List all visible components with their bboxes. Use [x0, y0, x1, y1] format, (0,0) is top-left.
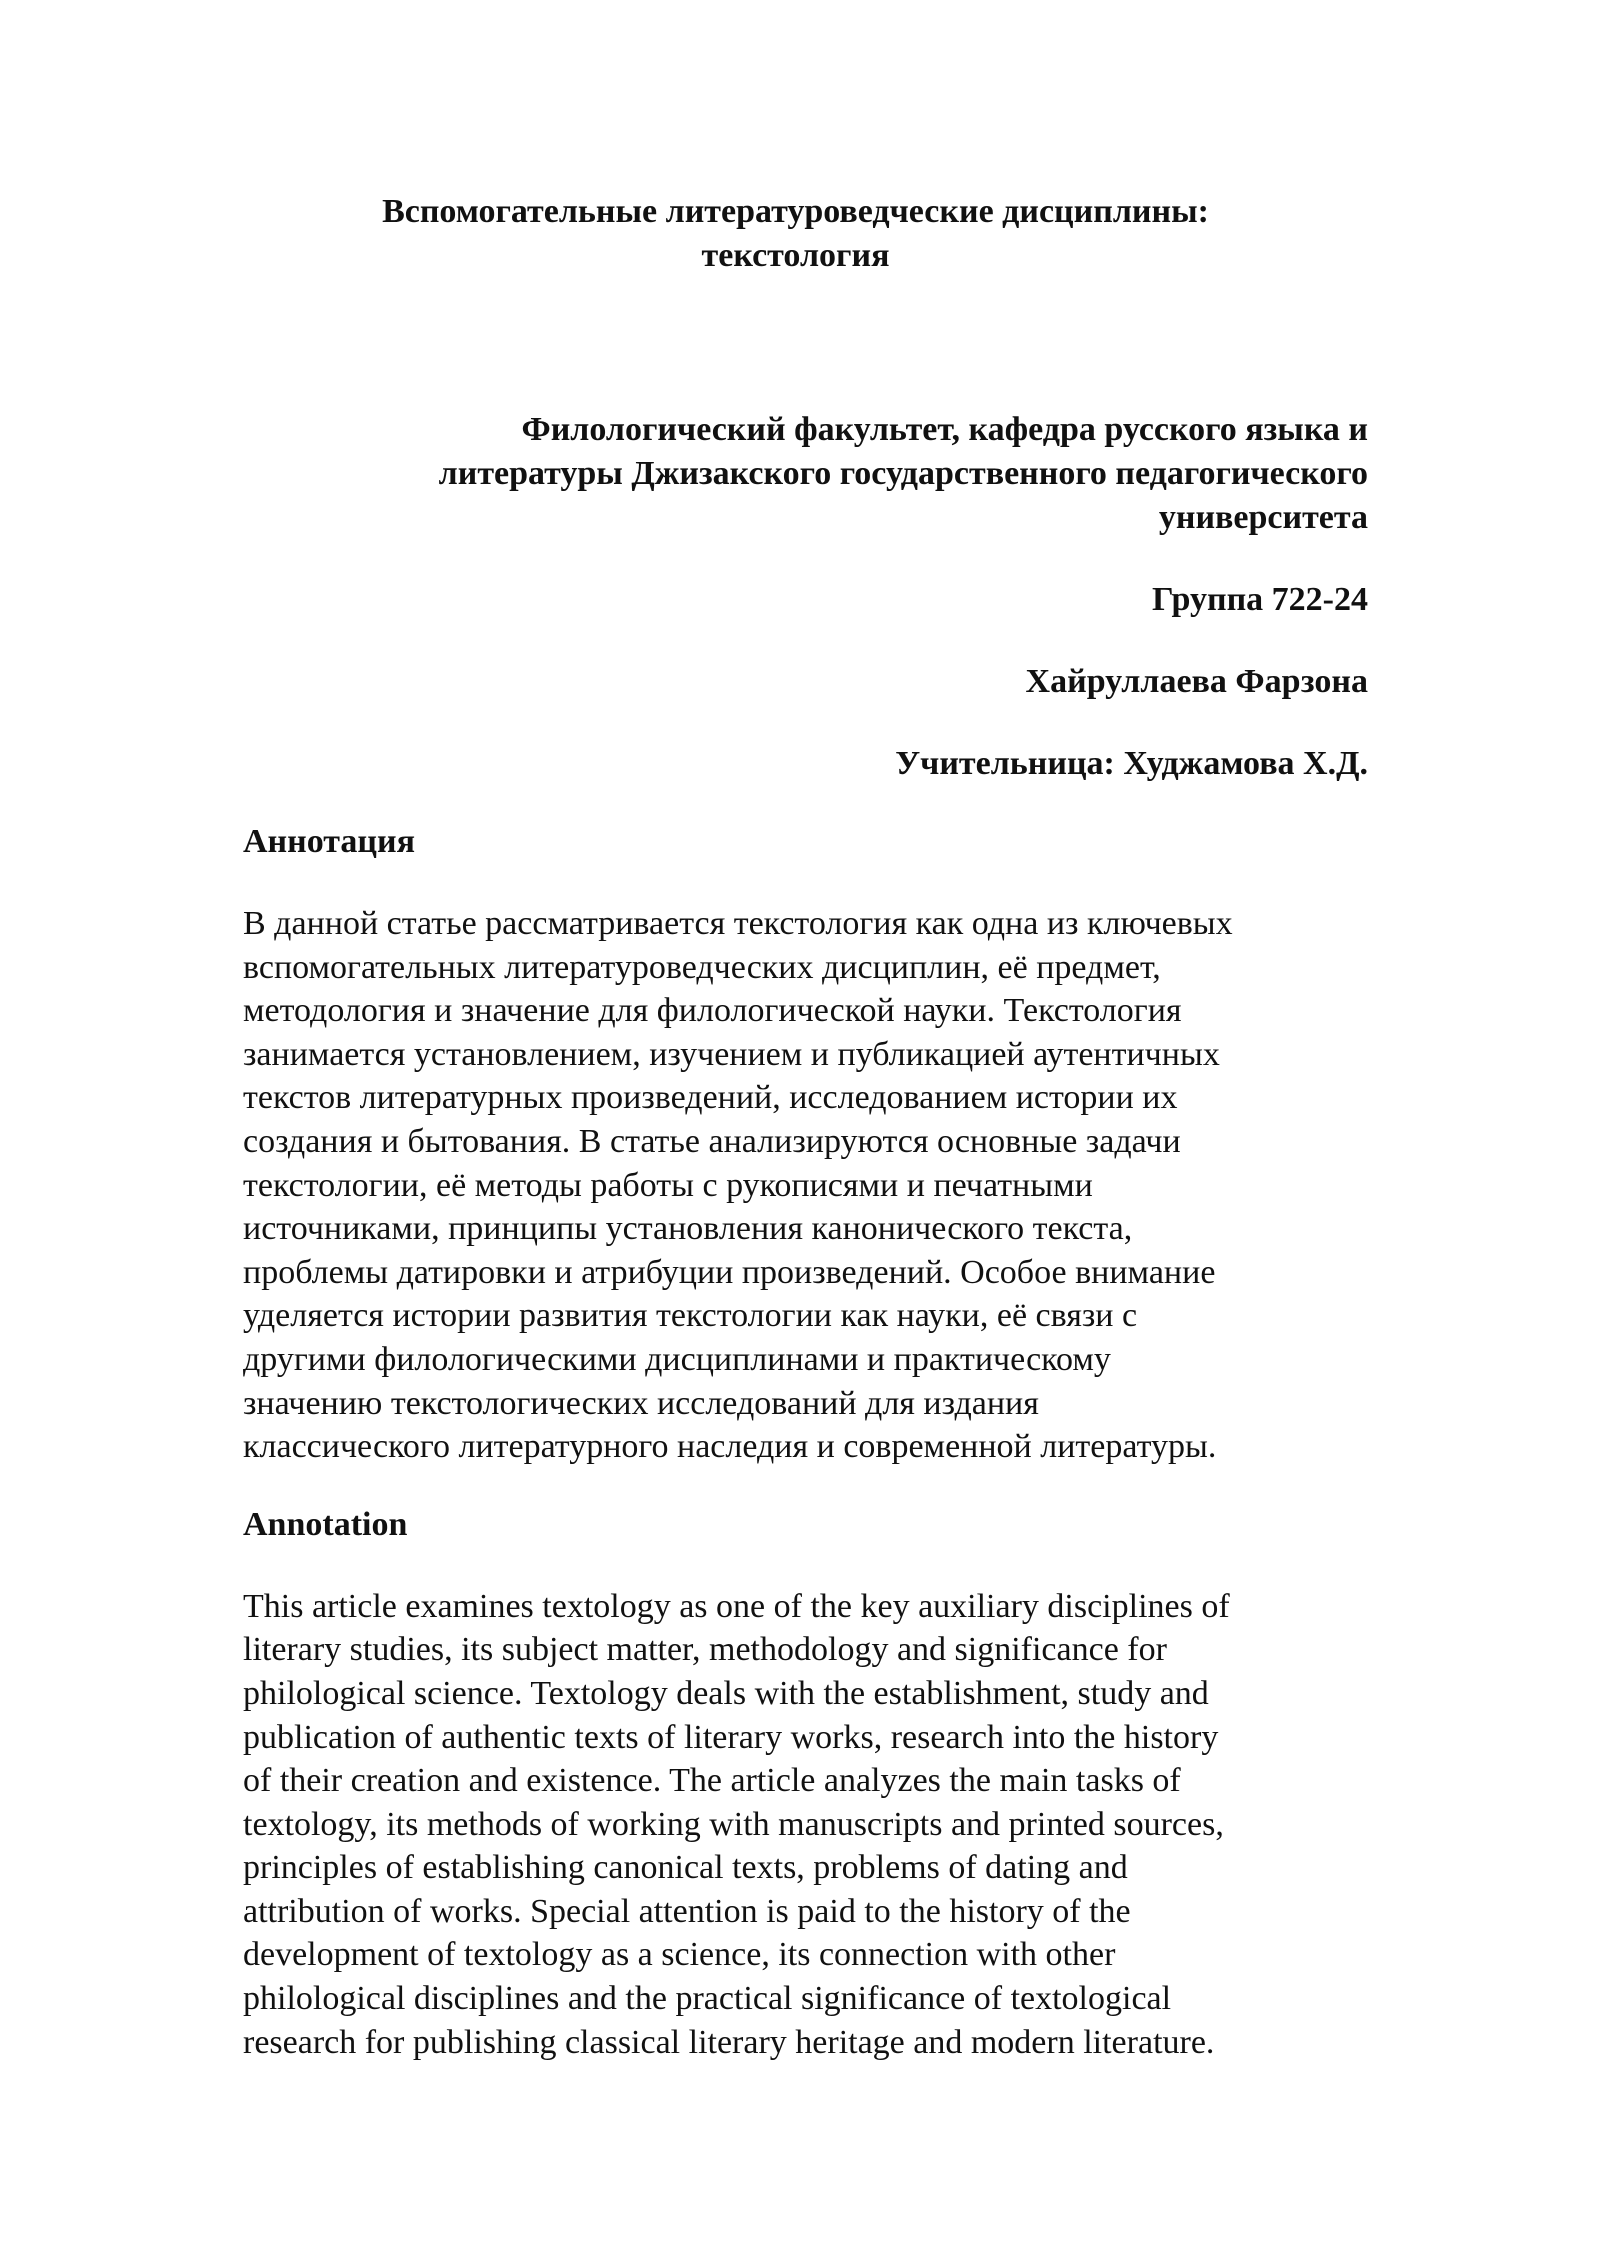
text-line: значению текстологических исследований для издания [243, 1384, 1039, 1422]
text-line: другими филологическими дисциплинами и практическому [243, 1340, 1111, 1378]
affiliation-line: литературы Джизакского государственного педагогического [438, 455, 1368, 492]
text-line: development of textology as a science, its connection with other [243, 1936, 1116, 1974]
text-line: проблемы датировки и атрибуции произведений. Особое внимание [243, 1253, 1216, 1291]
annotation-en-text [243, 1585, 1368, 2065]
text-line: текстов литературных произведений, исследованием истории их [243, 1079, 1178, 1117]
text-line: philological science. Textology deals with the establishment, study and [243, 1674, 1209, 1712]
text-line: publication of authentic texts of literary works, research into the history [243, 1718, 1219, 1756]
annotation-en-heading: Annotation [243, 1505, 408, 1543]
text-line: текстологии, её методы работы с рукописями и печатными [243, 1166, 1093, 1204]
text-line: This article examines textology as one of the key auxiliary disciplines of [243, 1587, 1230, 1625]
text-line: классического литературного наследия и современной литературы. [243, 1428, 1217, 1466]
annotation-ru-heading: Аннотация [243, 823, 415, 860]
annotation-ru-text [243, 902, 1368, 1469]
text-line: research for publishing classical literary heritage and modern literature. [243, 2023, 1215, 2061]
text-line: методология и значение для филологической науки. Текстология [243, 992, 1182, 1030]
affiliation [243, 408, 1368, 540]
affiliation-line: Филологический факультет, кафедра русского языка и [521, 411, 1368, 448]
text-line: textology, its methods of working with manuscripts and printed sources, [243, 1805, 1224, 1843]
article-title [243, 190, 1368, 278]
text-line: вспомогательных литературоведческих дисциплин, её предмет, [243, 948, 1161, 986]
text-line: of their creation and existence. The article analyzes the main tasks of [243, 1762, 1181, 1800]
text-line: источниками, принципы установления канонического текста, [243, 1210, 1133, 1248]
text-line: уделяется истории развития текстологии как науки, её связи с [243, 1297, 1138, 1335]
text-line: philological disciplines and the practical significance of textological [243, 1980, 1172, 2018]
text-line: principles of establishing canonical texts, problems of dating and [243, 1849, 1128, 1887]
page-content [243, 190, 1368, 2064]
text-line: В данной статье рассматривается текстология как одна из ключевых [243, 905, 1233, 942]
text-line: literary studies, its subject matter, methodology and significance for [243, 1631, 1167, 1669]
article-title-line: текстология [701, 237, 890, 274]
affiliation-line: университета [1158, 499, 1368, 536]
teacher-name: Учительница: Худжамова Х.Д. [895, 745, 1368, 782]
article-title-line: Вспомогательные литературоведческие дисциплины: [382, 193, 1209, 230]
text-line: создания и бытования. В статье анализируются основные задачи [243, 1122, 1181, 1160]
group-label: Группа 722-24 [1152, 581, 1368, 618]
text-line: attribution of works. Special attention is paid to the history of the [243, 1892, 1131, 1930]
author-name: Хайруллаева Фарзона [1025, 663, 1368, 700]
text-line: занимается установлением, изучением и публикацией аутентичных [243, 1035, 1220, 1073]
